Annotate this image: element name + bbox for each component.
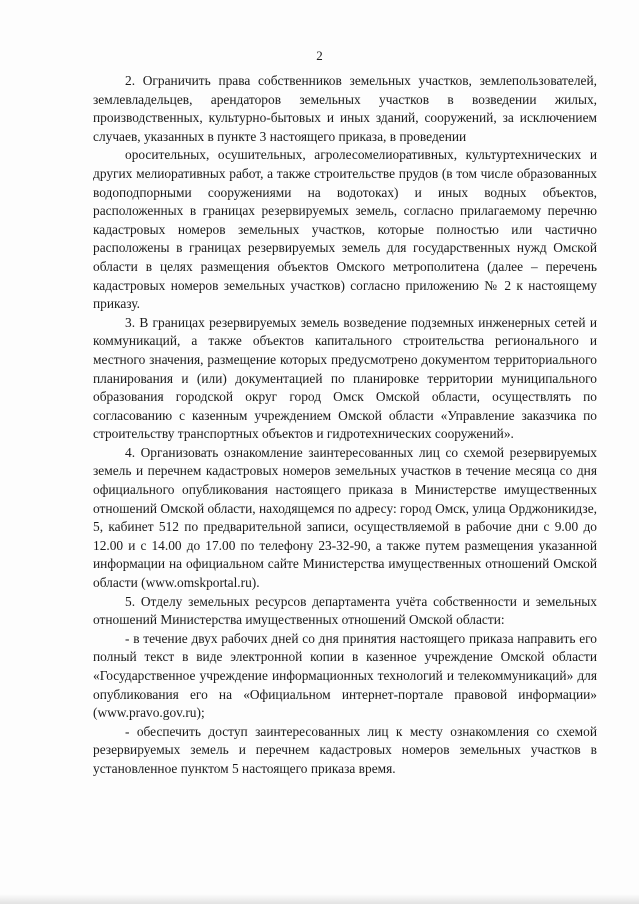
- paragraph-5-item-a: - в течение двух рабочих дней со дня принятия настоящего приказа направить его полный текст в виде электронной копии в казенное учреждение Омской области «Государственное учреждение информационных технологий и телекоммуникаций» для опубликования его на «Официальном интернет-портале правовой информации» (www.pravo.gov.ru);: [93, 630, 597, 721]
- paragraph-4: 4. Организовать ознакомление заинтересованных лиц со схемой резервируемых земель и перечнем кадастровых номеров земельных участков в течение месяца со дня официального опубликования настоящего приказа в Министерстве имущественных отношений Омской области, находящемся по адресу: город Омск, улица Орджоникидзе, 5, кабинет 512 по предварительной записи, осуществляемой в рабочие дни с 9.00 до 12.00 и с 14.00 до 17.00 по телефону 23-32-90, а также путем размещения указанной информации на официальном сайте Министерства имущественных отношений Омской области (www.omskportal.ru).: [93, 444, 597, 591]
- paragraph-5: 5. Отделу земельных ресурсов департамента учёта собственности и земельных отношений Министерства имущественных отношений Омской области:: [93, 593, 597, 628]
- paragraph-2-part-2: оросительных, осушительных, агролесомелиоративных, культуртехнических и других мелиоративных работ, а также строительстве прудов (в том числе образованных водоподпорными сооружениями на водотоках) и иных водных объектов, расположенных в границах резервируемых земель, согласно прилагаемому перечню кадастровых номеров земельных участков, которые полностью или частично расположены в границах резервируемых земель для государственных нужд Омской области в целях размещения объектов Омского метрополитена (далее – перечень кадастровых номеров земельных участков) согласно приложению № 2 к настоящему приказу.: [93, 147, 597, 312]
- paragraph-3: 3. В границах резервируемых земель возведение подземных инженерных сетей и коммуникаций, а также объектов капитального строительства регионального и местного значения, размещение которых предусмотрено документом территориального планирования и (или) документацией по планировке территории муниципального образования городской округ город Омск Омской области, осуществлять по согласованию с казенным учреждением Омской области «Управление заказчика по строительству транспортных объектов и гидротехнических сооружений».: [93, 314, 597, 442]
- page-bottom-edge: [0, 894, 639, 904]
- document-body: [93, 72, 597, 779]
- paragraph-5-item-b: - обеспечить доступ заинтересованных лиц к месту ознакомления со схемой резервируемых земель и перечнем кадастровых номеров земельных участков в установленное пунктом 5 настоящего приказа время.: [93, 723, 597, 776]
- paragraph-2-part-1: 2. Ограничить права собственников земельных участков, землепользователей, землевладельцев, арендаторов земельных участков в возведении жилых, производственных, культурно-бытовых и иных зданий, сооружений, за исключением случаев, указанных в пункте 3 настоящего приказа, в проведении: [93, 73, 597, 144]
- page-number: 2: [316, 48, 323, 63]
